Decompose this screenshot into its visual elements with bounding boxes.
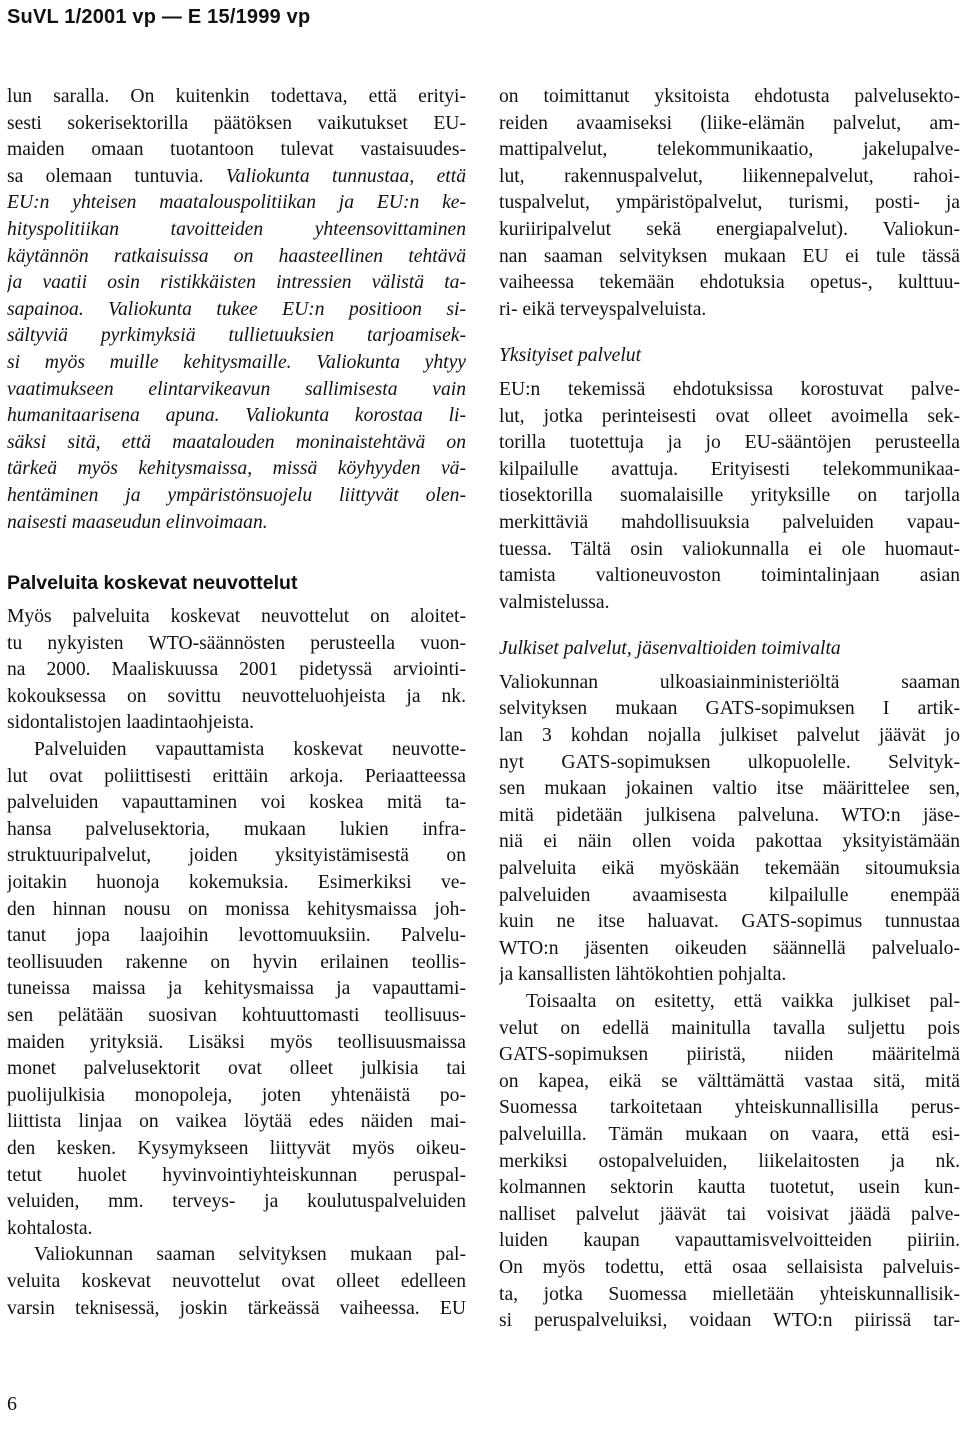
text-line: sapainoa. Valiokunta tukee EU:n positioon si- [7,298,466,320]
text-line: palveluilla. Tämän mukaan on vaara, että esi- [499,1123,960,1145]
left-column [7,84,466,1322]
text-line: palveluita eikä myöskään tekemään sitoumuksia [499,858,960,880]
text-line-mixed [7,164,466,191]
text-line: si peruspalveluiksi, voidaan WTO:n piirissä tar- [499,1310,960,1332]
text-line: teollisuuden rakenne on hyvin erilainen teollis- [7,951,466,973]
text-line: hityspolitiikan tavoitteiden yhteensovittaminen [7,218,466,240]
text-line: ja vaatii osin ristikkäisten intressien välistä ta- [7,272,466,294]
text-line: maiden omaan tuotantoon tulevat vastaisuudes- [7,139,466,161]
text-line: lan 3 kohdan nojalla julkiset palvelut jäävät jo [499,725,960,747]
text-line: ri- eikä terveyspalveluista. [499,298,707,320]
subsection-heading: Yksityiset palvelut [499,345,642,367]
text-line: Myös palveluita koskevat neuvottelut on aloitet- [7,606,466,628]
page-number: 6 [7,1393,17,1415]
text-line: tu nykyisten WTO-säännösten perusteella vuon- [7,632,466,654]
text-line: puolijulkisia monopoleja, joten yhtenäistä po- [7,1084,466,1106]
text-line: on toimittanut yksitoista ehdotusta palvelusekto- [499,86,960,107]
text-line: lut, rakennuspalvelut, liikennepalvelut, rahoi- [499,165,960,187]
text-line: vaiheessa tekemään ehdotuksia opetus-, kulttuu- [499,272,960,294]
text-line: nyt GATS-sopimuksen ulkopuolelle. Selvityk- [499,751,960,773]
text-segment: sa olemaan tuntuvia. [7,165,226,187]
text-line: mitä pidetään julkisena palveluna. WTO:n jäse- [499,804,960,826]
text-line: selvityksen mukaan GATS-sopimuksen I artik- [499,698,960,720]
text-line: tetut huolet hyvinvointiyhteiskunnan peruspal- [7,1164,466,1186]
running-header: SuVL 1/2001 vp — E 15/1999 vp [7,6,311,28]
text-line: den kesken. Kysymykseen liittyvät myös oikeu- [7,1137,466,1159]
text-line: GATS-sopimuksen piiristä, niiden määritelmä [499,1044,960,1066]
text-line: vaatimukseen elintarvikeavun sallimisesta vain [7,378,466,400]
text-line: EU:n tekemissä ehdotuksissa korostuvat palve- [499,378,960,400]
text-line: maiden yrityksiä. Lisäksi myös teollisuusmaissa [7,1031,466,1053]
text-line: sesti sokerisektorilla päätöksen vaikutukset EU- [7,112,466,134]
text-line: ja kansallisten lähtökohtien pohjalta. [499,964,787,986]
text-line: kolmannen sektorin kautta tuotetut, usein kun- [499,1177,960,1199]
text-line: merkiksi ostopalveluiden, liikelaitosten ja nk. [499,1150,960,1172]
text-line: tärkeä myös kehitysmaissa, missä köyhyyden vä- [7,458,466,480]
text-line: hentäminen ja ympäristönsuojelu liittyvät olen- [7,484,466,506]
text-line: velut on edellä mainitulla tavalla suljettu pois [499,1017,960,1039]
text-line: EU:n yhteisen maatalouspolitiikan ja EU:n ke- [7,192,466,214]
text-line: Valiokunnan ulkoasiainministeriöltä saaman [499,671,960,693]
right-column [499,84,960,1335]
text-line: ta, jotka Suomessa mielletään yhteiskunnallisik- [499,1283,960,1305]
text-line: käytännön ratkaisuissa on haasteellinen tehtävä [7,245,466,267]
text-line: palveluiden vapauttaminen voi koskea mitä ta- [7,792,466,814]
text-line: palveluiden avaamisesta kilpailulle enempää [499,884,960,906]
text-line: tuneissa maissa ja kehitysmaissa ja vapauttami- [7,978,466,1000]
text-line: tuessa. Tältä osin valiokunnalla ei ole huomaut- [499,538,960,560]
text-line: na 2000. Maaliskuussa 2001 pidetyssä arviointi- [7,659,466,681]
text-line: sen mukaan jokainen valtio itse määrittelee sen, [499,778,960,800]
text-line: nan saaman selvityksen mukaan EU ei tule tässä [499,245,960,267]
text-line: hansa palvelusektoria, mukaan lukien infra- [7,818,466,840]
text-line: WTO:n jäsenten oikeuden säännellä palvelualo- [499,937,960,959]
text-line: kuriiripalvelut sekä energiapalvelut). Valiokun- [499,218,960,240]
text-line: merkittäviä mahdollisuuksia palveluiden vapau- [499,511,960,533]
text-line: Valiokunnan saaman selvityksen mukaan pal- [34,1244,466,1266]
text-line: valmistelussa. [499,591,610,613]
text-line: kilpailulle avattuja. Erityisesti telekommunikaa- [499,458,960,480]
text-line: struktuuripalvelut, joiden yksityistämisestä on [7,845,466,867]
text-line: varsin teknisessä, joskin tärkeässä vaiheessa. EU [7,1297,466,1319]
text-line: joitakin huonoja kokemuksia. Esimerkiksi ve- [7,872,466,894]
text-line: den hinnan nousu on monissa kehitysmaissa joh- [7,898,466,920]
text-line: säksi sitä, että maatalouden moninaistehtävä on [7,431,466,453]
text-line: veluiden, mm. terveys- ja koulutuspalveluiden [7,1191,466,1213]
text-line: Palveluiden vapauttamista koskevat neuvotte- [34,739,466,761]
text-line: si myös muille kehitysmaille. Valiokunta yhtyy [7,351,466,373]
text-line: lut, jotka perinteisesti ovat olleet avoimella sek- [499,405,960,427]
text-line: luiden kaupan vapauttamisvelvoitteiden piiriin. [499,1230,960,1252]
text-line: tamista valtioneuvoston toimintalinjaan asian [499,565,960,587]
text-line: kohtalosta. [7,1217,93,1239]
text-line: sen pelätään suosivan kohtuuttomasti teollisuus- [7,1005,466,1026]
text-line: tuspalvelut, ympäristöpalvelut, turismi, posti- ja [499,192,960,214]
text-line: On myös todettu, että osaa sellaisista palveluis- [499,1256,960,1278]
text-segment-italic: Valiokunta tunnustaa, että [225,165,466,187]
text-line: Suomessa tarkoitetaan yhteiskunnallisilla perus- [499,1097,960,1119]
text-line: liittista linjaa on vaikea löytää edes näiden mai- [7,1111,466,1133]
text-line: tanut jopa laajoihin levottomuuksiin. Palvelu- [7,925,466,947]
text-line: sidontalistojen laadintaohjeista. [7,712,255,734]
subsection-heading: Julkiset palvelut, jäsenvaltioiden toimivalta [499,638,841,660]
text-line: monet palvelusektorit ovat olleet julkisia tai [7,1058,466,1080]
text-line: torilla tuotettuja ja jo EU-sääntöjen perusteella [499,432,960,454]
text-line: mattipalvelut, telekommunikaatio, jakelupalve- [499,139,960,161]
text-line: lut ovat poliittisesti erittäin arkoja. Periaatteessa [7,765,466,787]
text-line: lun saralla. On kuitenkin todettava, että erityi- [7,86,466,107]
text-line: kuin ne itse haluavat. GATS-sopimus tunnustaa [499,911,960,933]
text-line: kokouksessa on sovittu neuvotteluohjeista ja nk. [7,685,466,707]
text-line: humanitaarisena apuna. Valiokunta korostaa li- [7,405,466,427]
text-line: tiosektorilla suomalaisille yrityksille on tarjolla [499,485,960,507]
section-heading: Palveluita koskevat neuvottelut [7,572,298,595]
text-line: on kapea, eikä se välttämättä vastaa sitä, mitä [499,1070,960,1092]
text-line: nalliset palvelut jäävät tai voisivat jäädä palve- [499,1203,960,1225]
text-line: naisesti maaseudun elinvoimaan. [7,511,268,533]
text-line: niä ei näin ollen voida pakottaa yksityistämään [499,831,960,853]
text-line: sältyviä pyrkimyksiä tullietuuksien tarjoamisek- [7,325,466,347]
text-line: reiden avaamiseksi (liike-elämän palvelut, am- [499,112,960,134]
text-line: Toisaalta on esitetty, että vaikka julkiset pal- [526,991,960,1012]
text-line: veluita koskevat neuvottelut ovat olleet edelleen [7,1270,466,1292]
